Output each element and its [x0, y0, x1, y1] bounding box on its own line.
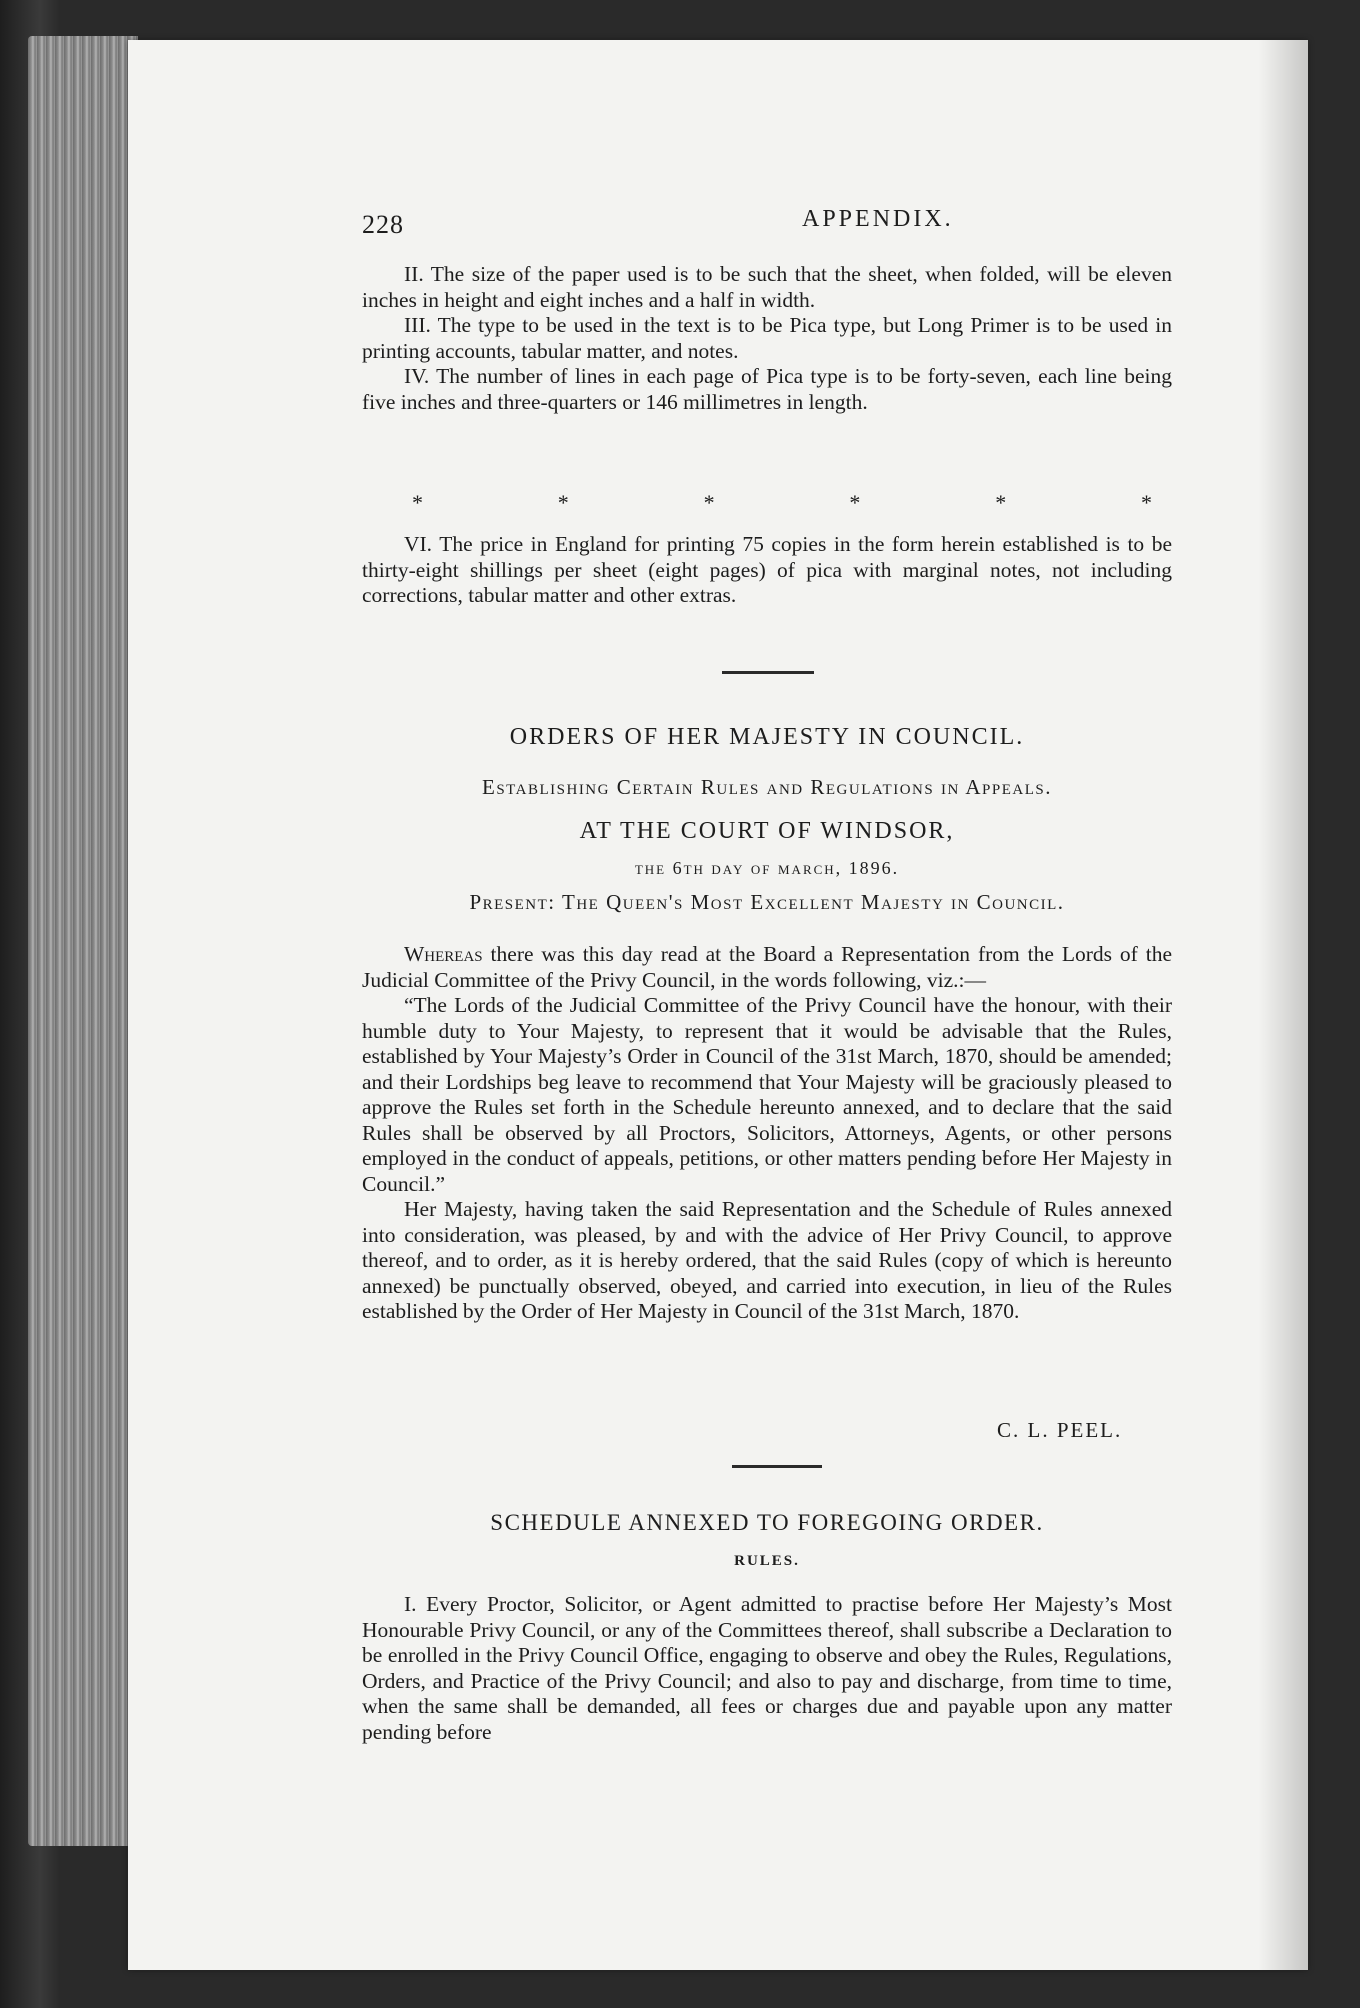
- present-line: Present: The Queen's Most Excellent Majesty in Council.: [469, 890, 1065, 914]
- section-divider: [732, 1465, 822, 1468]
- signature: C. L. PEEL.: [997, 1418, 1123, 1442]
- paragraph-iv: IV. The number of lines in each page of Pica type is to be forty-seven, each line being five inches and three-quarters or 146 millimetres in length.: [362, 364, 1172, 414]
- orders-title: ORDERS OF HER MAJESTY IN COUNCIL.: [509, 724, 1025, 750]
- whereas-text: there was this day read at the Board a Representation from the Lords of the Judicial Committee of the Privy Council, in the words following, viz.:—: [362, 942, 1172, 992]
- schedule-body: [362, 1592, 1172, 1745]
- gutter-shadow: [1258, 40, 1308, 1970]
- rules-heading: RULES.: [734, 1553, 800, 1569]
- court-heading: AT THE COURT OF WINDSOR,: [579, 818, 955, 844]
- date-line: the 6th day of march, 1896.: [634, 858, 900, 878]
- star: *: [703, 490, 715, 515]
- schedule-title: SCHEDULE ANNEXED TO FOREGOING ORDER.: [490, 1510, 1044, 1535]
- section-a-text: [362, 262, 1172, 415]
- star: *: [995, 490, 1007, 515]
- page-number: 228: [362, 210, 404, 239]
- star: *: [1140, 490, 1152, 515]
- rule-i-paragraph: I. Every Proctor, Solicitor, or Agent admitted to practise before Her Majesty’s Most Honourable Privy Council, or any of the Committees thereof, shall subscribe a Declaration to be enrolled in the Privy Council Office, engaging to observe and obey the Rules, Regulations, Orders, and Practice of the Privy Council; and also to pay and discharge, from time to time, when the same shall be demanded, all fees or charges due and payable upon any matter pending before: [362, 1592, 1172, 1744]
- section-a-continued: [362, 532, 1172, 609]
- orders-body: [362, 942, 1172, 1325]
- paragraph-iii: III. The type to be used in the text is to be Pica type, but Long Primer is to be used in printing accounts, tabular matter, and notes.: [362, 313, 1172, 363]
- paragraph-vi: VI. The price in England for printing 75 copies in the form herein established is to be thirty-eight shillings per sheet (eight pages) of pica with marginal notes, not including corrections, tabular matter and other extras.: [362, 532, 1172, 607]
- star: *: [849, 490, 861, 515]
- section-divider: [722, 671, 814, 674]
- star: *: [557, 490, 569, 515]
- quote-paragraph: “The Lords of the Judicial Committee of the Privy Council have the honour, with their humble duty to Your Majesty, to represent that it would be advisable that the Rules, established by Your Majesty’s Order in Council of the 31st March, 1870, should be amended; and their Lordships beg leave to recommend that Your Majesty will be graciously pleased to approve the Rules set forth in the Schedule hereunto annexed, and to declare that the said Rules shall be observed by all Proctors, Solicitors, Attorneys, Agents, or other persons employed in the conduct of appeals, petitions, or other matters pending before Her Majesty in Council.”: [362, 993, 1172, 1196]
- star: *: [412, 490, 423, 515]
- decision-paragraph: Her Majesty, having taken the said Representation and the Schedule of Rules annexed into consideration, was pleased, by and with the advice of Her Privy Council, to approve thereof, and to order, as it is hereby ordered, that the said Rules (copy of which is hereunto annexed) be punctually observed, obeyed, and carried into execution, in lieu of the Rules established by the Order of Her Majesty in Council of the 31st March, 1870.: [362, 1197, 1172, 1323]
- running-head: [237, 198, 1187, 238]
- running-head-title: APPENDIX.: [802, 206, 954, 232]
- orders-subtitle: Establishing Certain Rules and Regulations in Appeals.: [482, 775, 1052, 799]
- omission-stars: [412, 490, 1152, 516]
- paragraph-ii: II. The size of the paper used is to be such that the sheet, when folded, will be eleven inches in height and eight inches and a half in width.: [362, 262, 1172, 312]
- whereas-paragraph: [362, 942, 1172, 993]
- book-page-edges: [28, 36, 138, 1846]
- whereas-lead: Whereas: [404, 942, 483, 966]
